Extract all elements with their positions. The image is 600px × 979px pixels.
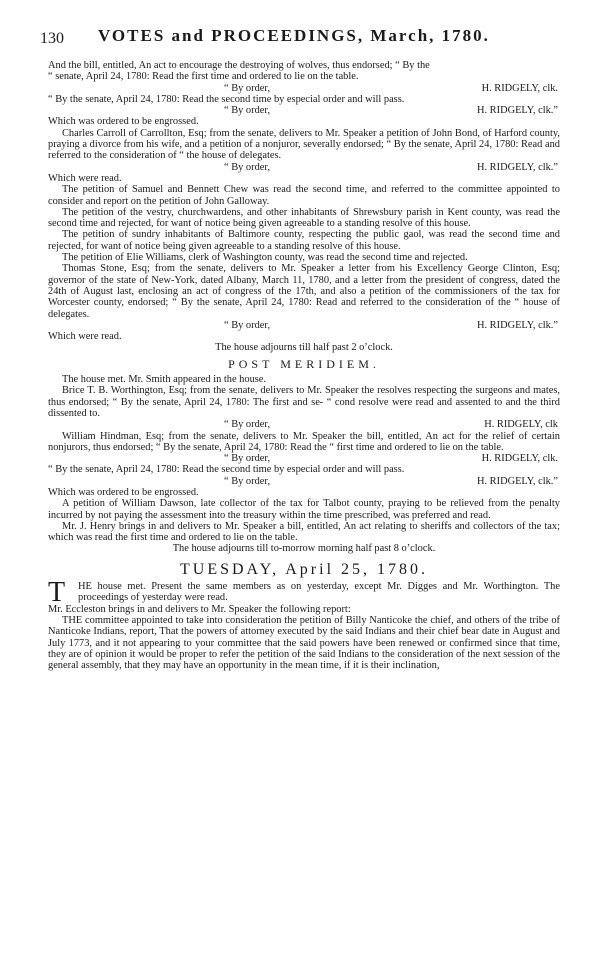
- paragraph: Charles Carroll of Carrollton, Esq; from the senate, delivers to Mr. Speaker a petition of John Bond, of Harford county, praying a divorce from his wife, and a petition of a nonjuror, severally endorsed; “ By the senate, April 24, 1780: Read and referred to the consideration of “ the house of delegates.: [48, 127, 560, 162]
- signature-name: H. RIDGELY, clk.”: [476, 161, 558, 173]
- signature-name: H. RIDGELY, clk.: [481, 82, 558, 94]
- paragraph: “ By the senate, April 24, 1780: Read the second time by especial order and will pass.: [48, 93, 405, 105]
- adjournment-note: The house adjourns till half past 2 o’clock.: [215, 342, 393, 354]
- paragraph: Thomas Stone, Esq; from the senate, delivers to Mr. Speaker a letter from his Excellency George Clinton, Esq; governor of the state of New-York, dated Albany, March 11, 1780, and a letter from the president of congress, dated the 24th of August last, enclosing an act of congress of the 17th, and also a petition of the commissioners of the tax for Worcester county, endorsed; “ By the senate, April 24, 1780: Read and referred to the consideration of the “ house of delegates.: [48, 263, 560, 320]
- running-title: VOTES and PROCEEDINGS, March, 1780.: [98, 26, 490, 45]
- adjournment-note: The house adjourns till to-morrow morning half past 8 o’clock.: [172, 543, 436, 555]
- paragraph: Which was ordered to be engrossed.: [48, 116, 199, 128]
- signature-name: H. RIDGELY, clk: [484, 419, 558, 431]
- signature-order: “ By order,: [224, 475, 271, 487]
- signature-name: H. RIDGELY, clk.: [481, 453, 558, 465]
- page-number: 130: [40, 30, 64, 47]
- paragraph: “ senate, April 24, 1780: Read the first time and ordered to lie on the table.: [48, 71, 359, 83]
- paragraph: William Hindman, Esq; from the senate, delivers to Mr. Speaker the bill, entitled, An act for the relief of certain nonjurors, thus endorsed; “ By the senate, April 24, 1780: Read the “ first time and ordered to lie on the table.: [48, 430, 560, 453]
- paragraph: HE house met. Present the same members as on yesterday, except Mr. Digges and Mr. Worthington. The proceedings of yesterday were read.: [78, 581, 560, 604]
- signature-line: [48, 162, 560, 173]
- paragraph: Which were read.: [48, 172, 122, 184]
- signature-line: [48, 105, 560, 116]
- signature-name: H. RIDGELY, clk.”: [476, 475, 558, 487]
- drop-cap: T: [48, 577, 66, 609]
- day-heading: TUESDAY, April 25, 1780.: [179, 560, 429, 578]
- signature-line: [48, 453, 560, 464]
- signature-order: “ By order,: [224, 105, 271, 117]
- signature-line: [48, 83, 560, 94]
- paragraph: Mr. J. Henry brings in and delivers to Mr. Speaker a bill, entitled, An act relating to sheriffs and collectors of the tax; which was read the first time and ordered to lie on the table.: [48, 520, 560, 544]
- signature-order: “ By order,: [224, 161, 271, 173]
- paragraph: THE committee appointed to take into consideration the petition of Billy Nanticoke the chief, and others of the tribe of Nanticoke Indians, report, That the powers of attorney executed by the said Indians and their chief bear date in August and July 1773, and it not appearing to your committee that the said powers have been renewed or confirmed since that time, they are of opinion it would be proper to refer the petition of the said Indians to the consideration of the next session of the general assembly, that they may have an opportunity in the mean time, if it is their inclination,: [48, 614, 560, 672]
- paragraph: And the bill, entitled, An act to encourage the destroying of wolves, thus endorsed; “ By the: [48, 60, 430, 71]
- paragraph: Brice T. B. Worthington, Esq; from the senate, delivers to Mr. Speaker the resolves respecting the surgeons and mates, thus endorsed; “ By the senate, April 24, 1780: The first and se- “ cond resolve were read and assented to and the third dissented to.: [48, 385, 560, 419]
- signature-line: [48, 320, 560, 331]
- paragraph: “ By the senate, April 24, 1780: Read the second time by especial order and will pass.: [48, 464, 405, 476]
- paragraph: The petition of sundry inhabitants of Baltimore county, respecting the public gaol, was read the second time and rejected, for want of notice being given agreeable to a standing resolve of this house.: [48, 229, 560, 252]
- paragraph: The petition of the vestry, churchwardens, and other inhabitants of Shrewsbury parish in Kent county, was read the second time and rejected, for want of notice being given agreeable to a standing resolve of this house.: [48, 206, 560, 230]
- paragraph: Mr. Eccleston brings in and delivers to Mr. Speaker the following report:: [48, 603, 351, 615]
- signature-order: “ By order,: [224, 453, 271, 465]
- paragraph: The petition of Elie Williams, clerk of Washington county, was read the second time and rejected.: [62, 252, 468, 264]
- paragraph: Which was ordered to be engrossed.: [48, 486, 199, 498]
- signature-order: “ By order,: [224, 419, 271, 431]
- signature-name: H. RIDGELY, clk.”: [476, 105, 558, 117]
- section-heading: POST MERIDIEM.: [228, 356, 380, 371]
- paragraph: The house met. Mr. Smith appeared in the house.: [62, 374, 267, 386]
- text-body: [48, 60, 560, 671]
- paragraph: A petition of William Dawson, late collector of the tax for Talbot county, praying to be relieved from the penalty incurred by not paying the assessment into the treasury within the time prescribed, was preferred and read.: [48, 498, 560, 521]
- running-header: [40, 26, 570, 48]
- signature-order: “ By order,: [224, 319, 271, 331]
- paragraph: Which were read.: [48, 331, 122, 343]
- paragraph: The petition of Samuel and Bennett Chew was read the second time, and referred to the committee appointed to consider and report on the petition of John Galloway.: [48, 184, 560, 207]
- signature-line: [48, 419, 560, 430]
- signature-order: “ By order,: [224, 82, 271, 94]
- signature-name: H. RIDGELY, clk.”: [476, 319, 558, 331]
- signature-line: [48, 476, 560, 487]
